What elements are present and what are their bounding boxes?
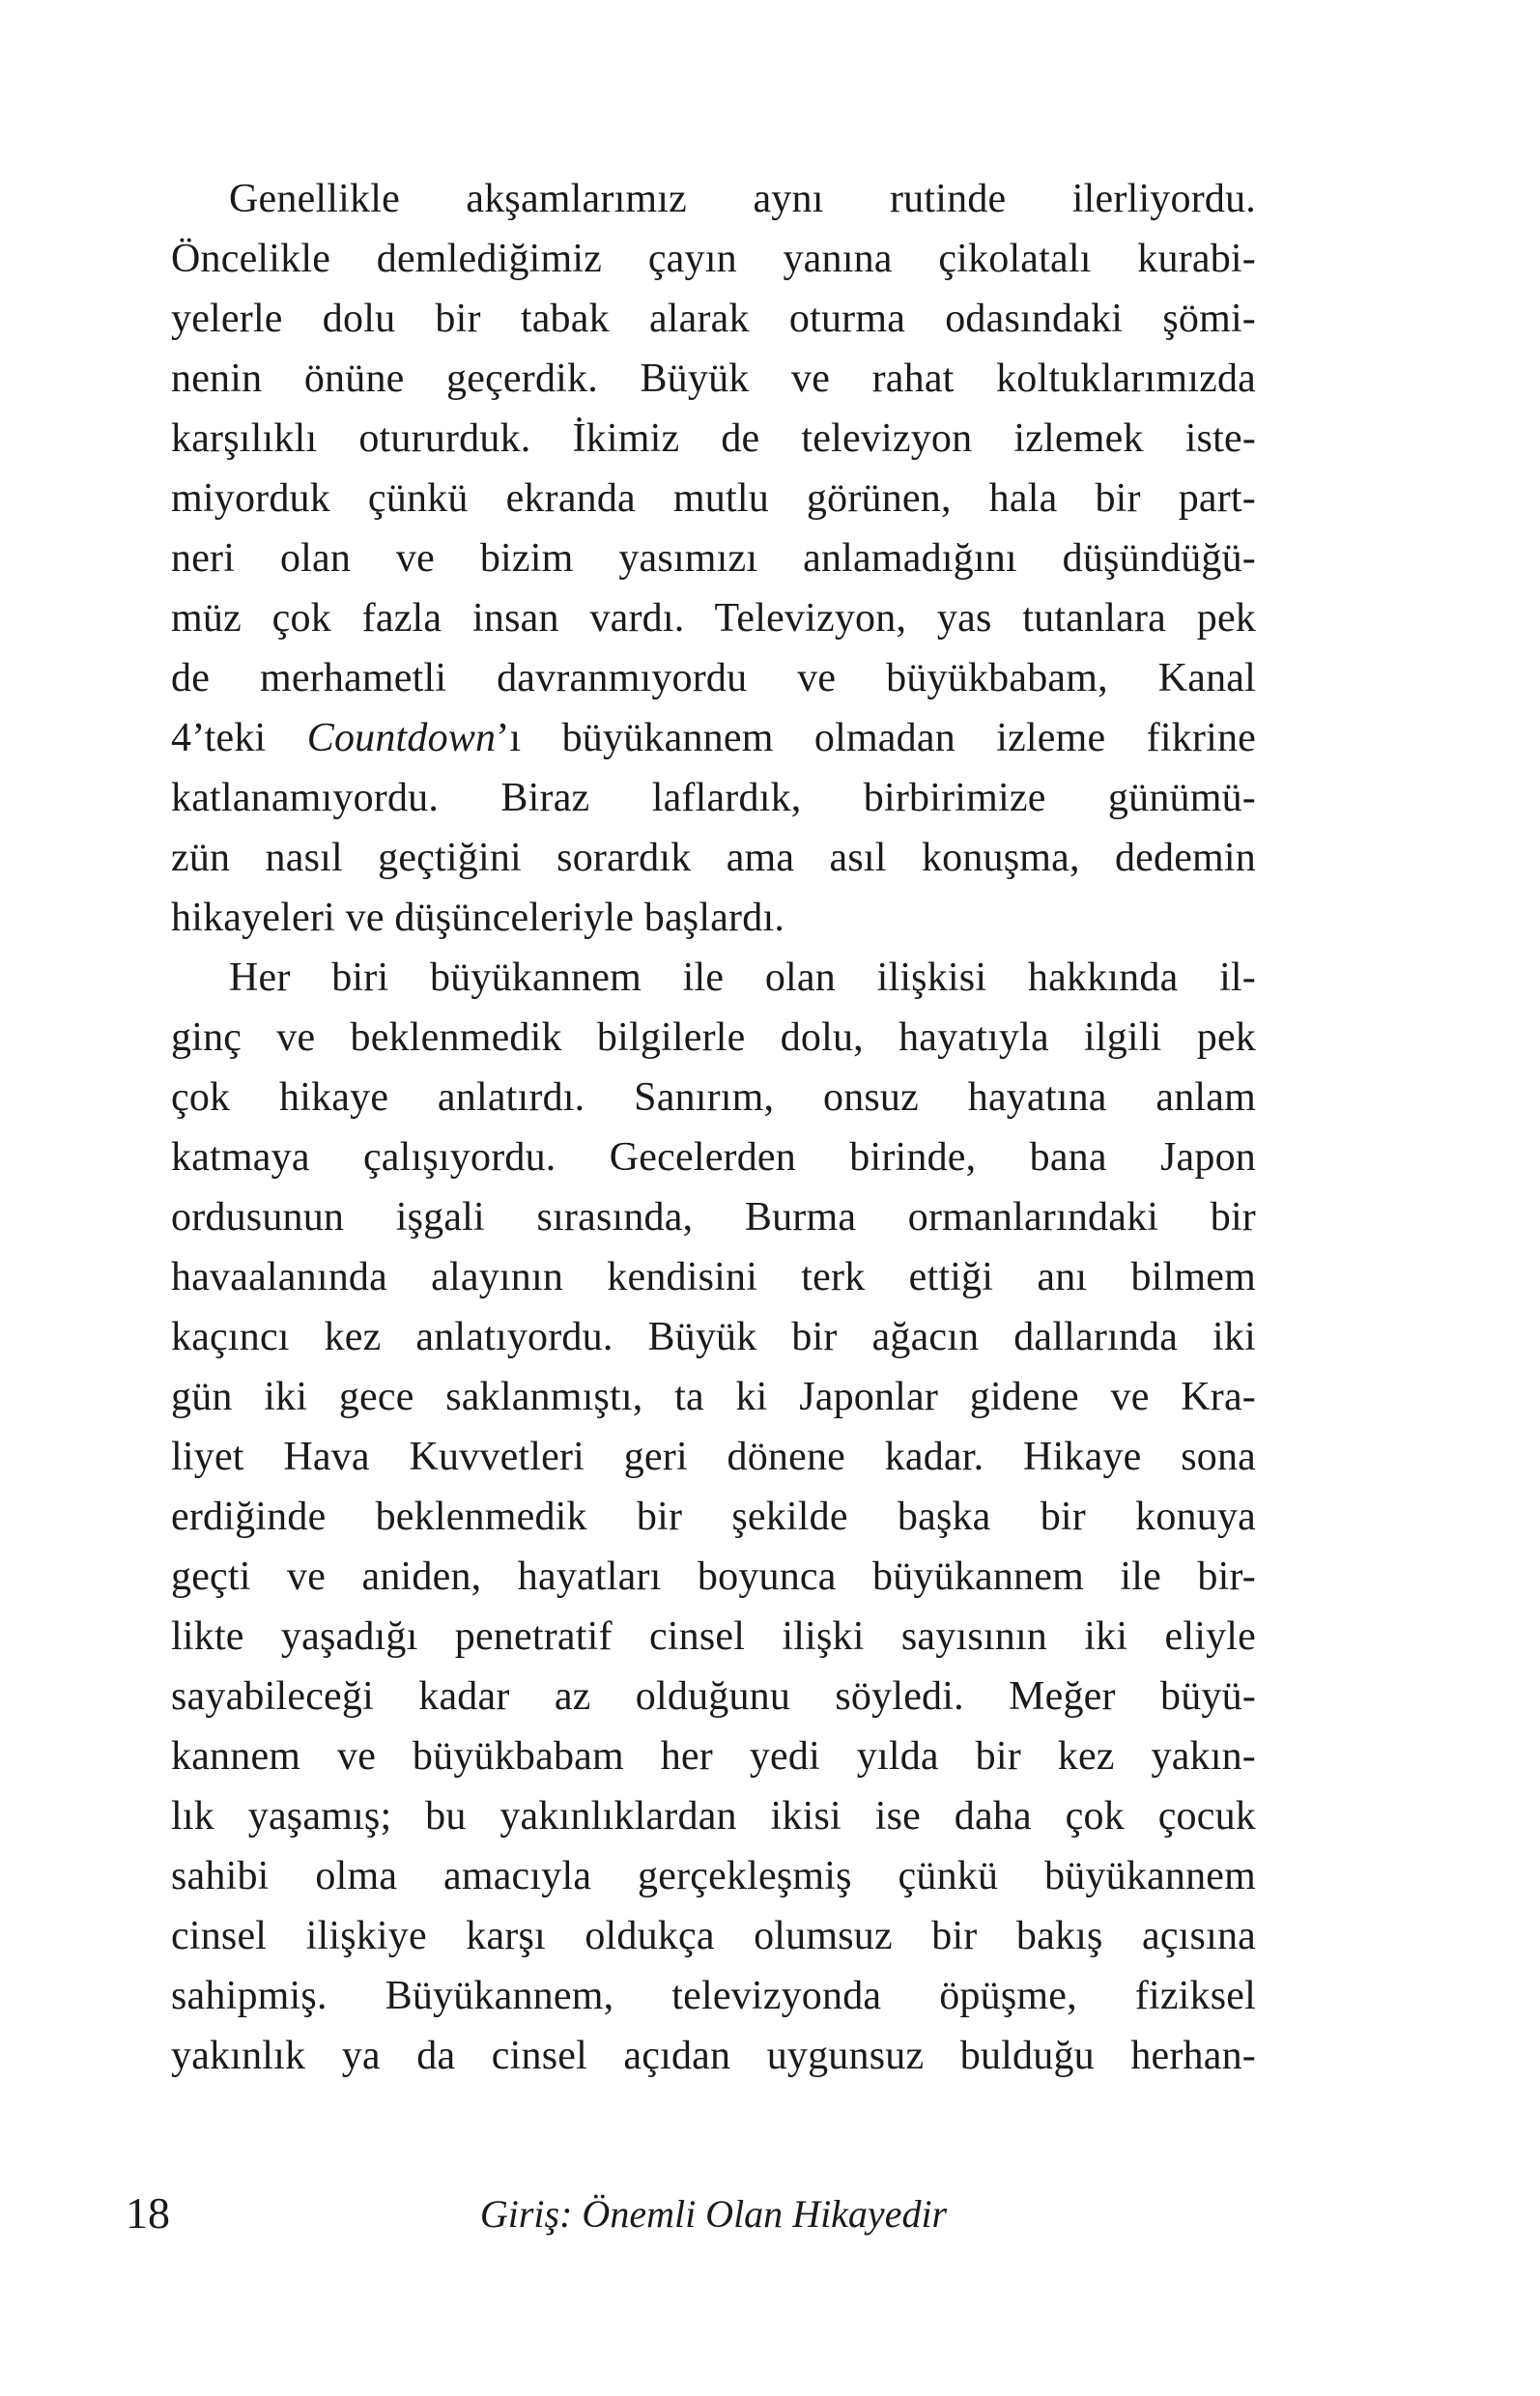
text-line [171, 948, 1256, 1008]
text-line [171, 169, 1256, 229]
text-line [171, 768, 1256, 828]
text-line [171, 1127, 1256, 1187]
text-segment: likte yaşadığı penetratif cinsel ilişki sayısının iki eliyle [171, 1614, 1256, 1659]
text-segment: gün iki gece saklanmıştı, ta ki Japonlar gidene ve Kra- [171, 1375, 1256, 1419]
text-segment: yakınlık ya da cinsel açıdan uygunsuz bulduğu herhan- [171, 2034, 1256, 2078]
text-line [171, 1607, 1256, 1667]
text-segment: Öncelikle demlediğimiz çayın yanına çikolatalı kurabi- [171, 237, 1256, 281]
text-segment: lık yaşamış; bu yakınlıklardan ikisi ise daha çok çocuk [171, 1794, 1256, 1839]
text-line [171, 1247, 1256, 1307]
text-segment: geçti ve aniden, hayatları boyunca büyükannem ile bir- [171, 1555, 1256, 1599]
text-line [171, 1667, 1256, 1726]
text-line [171, 1008, 1256, 1068]
text-line [171, 1966, 1256, 2026]
text-line [171, 1906, 1256, 1966]
text-line [171, 1367, 1256, 1427]
text-line [171, 1846, 1256, 1906]
text-segment: kaçıncı kez anlatıyordu. Büyük bir ağacın dallarında iki [171, 1315, 1256, 1359]
text-segment: hikayeleri ve düşünceleriyle başlardı. [171, 896, 785, 940]
text-segment: kannem ve büyükbabam her yedi yılda bir kez yakın- [171, 1734, 1256, 1779]
text-line [171, 888, 1256, 948]
text-line [171, 1547, 1256, 1607]
text-segment: Genellikle akşamlarımız aynı rutinde ilerliyordu. [229, 177, 1256, 221]
text-segment: liyet Hava Kuvvetleri geri dönene kadar. Hikaye sona [171, 1435, 1256, 1479]
text-segment: de merhametli davranmıyordu ve büyükbabam, Kanal [171, 656, 1256, 700]
text-line [171, 1307, 1256, 1367]
text-line [171, 409, 1256, 469]
text-line [171, 229, 1256, 289]
text-segment: 4’teki [171, 716, 307, 760]
text-line [171, 708, 1256, 768]
text-segment: zün nasıl geçtiğini sorardık ama asıl konuşma, dedemin [171, 836, 1256, 880]
text-line [171, 349, 1256, 409]
text-line [171, 1427, 1256, 1487]
text-segment: Her biri büyükannem ile olan ilişkisi hakkında il- [229, 956, 1256, 1000]
text-segment: katlanamıyordu. Biraz laflardık, birbirimize günümü- [171, 776, 1256, 820]
text-segment: ginç ve beklenmedik bilgilerle dolu, hayatıyla ilgili pek [171, 1015, 1256, 1060]
text-segment: ordusunun işgali sırasında, Burma ormanlarındaki bir [171, 1195, 1256, 1240]
text-segment: sayabileceği kadar az olduğunu söyledi. Meğer büyü- [171, 1674, 1256, 1719]
text-line [171, 1726, 1256, 1786]
text-line [171, 828, 1256, 888]
page-number: 18 [126, 2188, 170, 2238]
text-line [171, 1068, 1256, 1127]
text-line [171, 469, 1256, 528]
running-footer-title: Giriş: Önemli Olan Hikayedir [479, 2192, 948, 2236]
text-segment: miyorduk çünkü ekranda mutlu görünen, hala bir part- [171, 476, 1256, 521]
text-segment: nenin önüne geçerdik. Büyük ve rahat koltuklarımızda [171, 357, 1256, 401]
text-segment: sahipmiş. Büyükannem, televizyonda öpüşme, fiziksel [171, 1974, 1256, 2018]
text-segment: katmaya çalışıyordu. Gecelerden birinde, bana Japon [171, 1135, 1256, 1180]
text-line [171, 2026, 1256, 2086]
text-line [171, 1487, 1256, 1547]
text-line [171, 289, 1256, 349]
text-segment: ’ı büyükannem olmadan izleme fikrine [496, 716, 1257, 760]
text-segment: karşılıklı otururduk. İkimiz de televizyon izlemek iste- [171, 416, 1256, 461]
text-segment: havaalanında alayının kendisini terk ettiği anı bilmem [171, 1255, 1256, 1299]
text-segment: neri olan ve bizim yasımızı anlamadığını düşündüğü- [171, 536, 1256, 581]
text-segment: cinsel ilişkiye karşı oldukça olumsuz bir bakış açısına [171, 1914, 1256, 1958]
text-segment: çok hikaye anlatırdı. Sanırım, onsuz hayatına anlam [171, 1075, 1256, 1120]
page-body [171, 169, 1256, 2086]
text-segment: erdiğinde beklenmedik bir şekilde başka bir konuya [171, 1495, 1256, 1539]
text-line [171, 1786, 1256, 1846]
text-line [171, 528, 1256, 588]
text-line [171, 588, 1256, 648]
text-segment: yelerle dolu bir tabak alarak oturma odasındaki şömi- [171, 297, 1256, 341]
text-segment: sahibi olma amacıyla gerçekleşmiş çünkü büyükannem [171, 1854, 1256, 1898]
text-line [171, 1187, 1256, 1247]
italic-text: Countdown [306, 716, 497, 760]
text-line [171, 648, 1256, 708]
text-segment: müz çok fazla insan vardı. Televizyon, yas tutanlara pek [171, 596, 1256, 641]
